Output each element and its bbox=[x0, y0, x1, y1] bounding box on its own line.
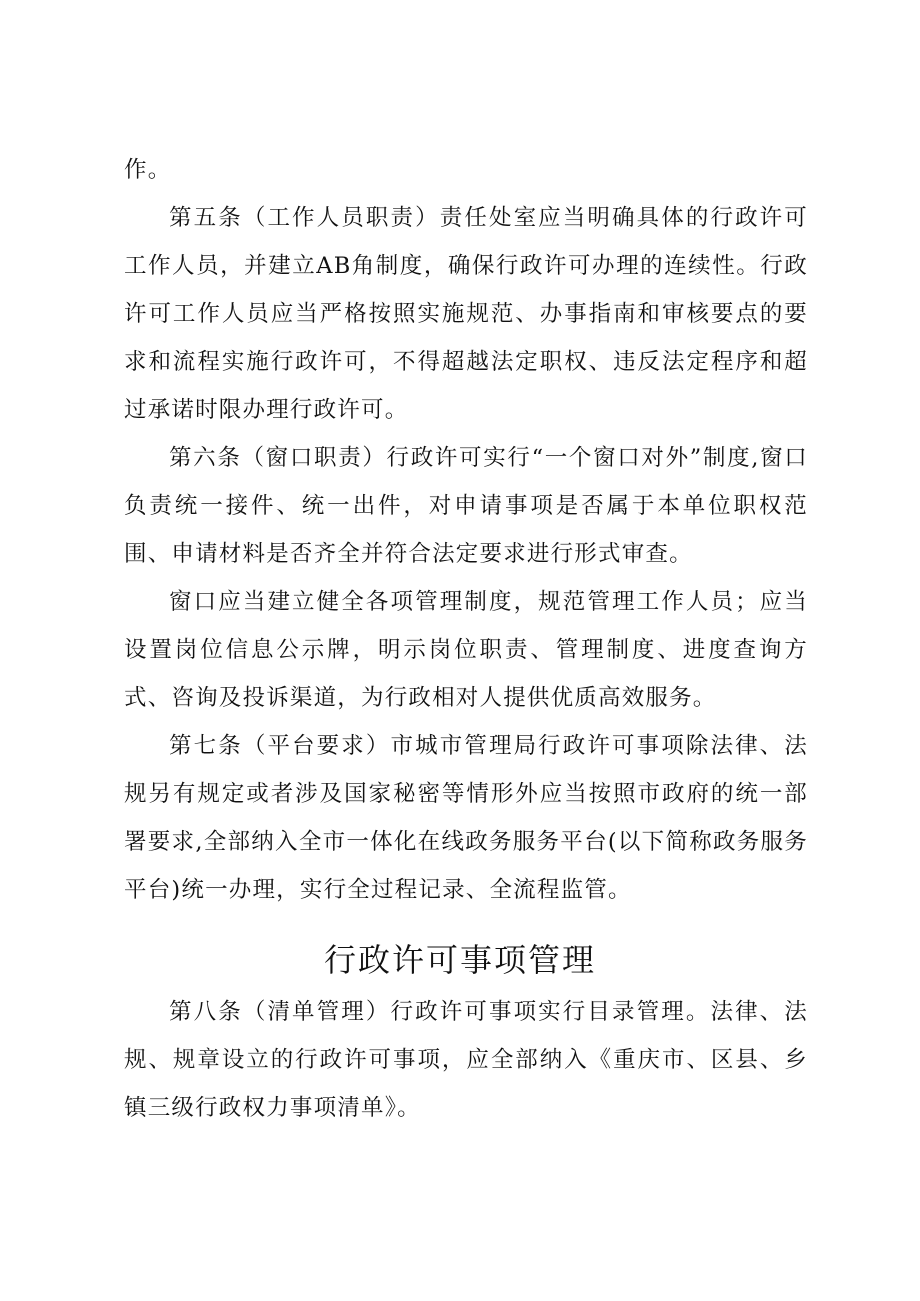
paragraph-article-8: 第八条（清单管理）行政许可事项实行目录管理。法律、法规、规章设立的行政许可事项，应全部纳入《重庆市、区县、乡镇三级行政权力事项清单》。 bbox=[124, 999, 808, 1121]
paragraph-continuation: 作。 bbox=[124, 157, 172, 183]
paragraph-window-management: 窗口应当建立健全各项管理制度，规范管理工作人员；应当设置岗位信息公示牌，明示岗位职责、管理制度、进度查询方式、咨询及投诉渠道，为行政相对人提供优质高效服务。 bbox=[124, 589, 808, 711]
paragraph-article-6: 第六条（窗口职责）行政许可实行“一个窗口对外”制度,窗口负责统一接件、统一出件，对申请事项是否属于本单位职权范围、申请材料是否齐全并符合法定要求进行形式审查。 bbox=[124, 445, 808, 567]
body-text-bottom bbox=[124, 988, 808, 1132]
paragraph-article-5: 第五条（工作人员职责）责任处室应当明确具体的行政许可工作人员，并建立AB角制度，确保行政许可办理的连续性。行政许可工作人员应当严格按照实施规范、办事指南和审核要点的要求和流程实施行政许可，不得超越法定职权、违反法定程序和超过承诺时限办理行政许可。 bbox=[124, 205, 808, 423]
section-heading: 行政许可事项管理 bbox=[323, 941, 596, 979]
paragraph-article-7: 第七条（平台要求）市城市管理局行政许可事项除法律、法规另有规定或者涉及国家秘密等情形外应当按照市政府的统一部署要求,全部纳入全市一体化在线政务服务平台(以下简称政务服务平台)统一办理，实行全过程记录、全流程监管。 bbox=[124, 733, 808, 903]
body-text-top bbox=[124, 146, 808, 914]
